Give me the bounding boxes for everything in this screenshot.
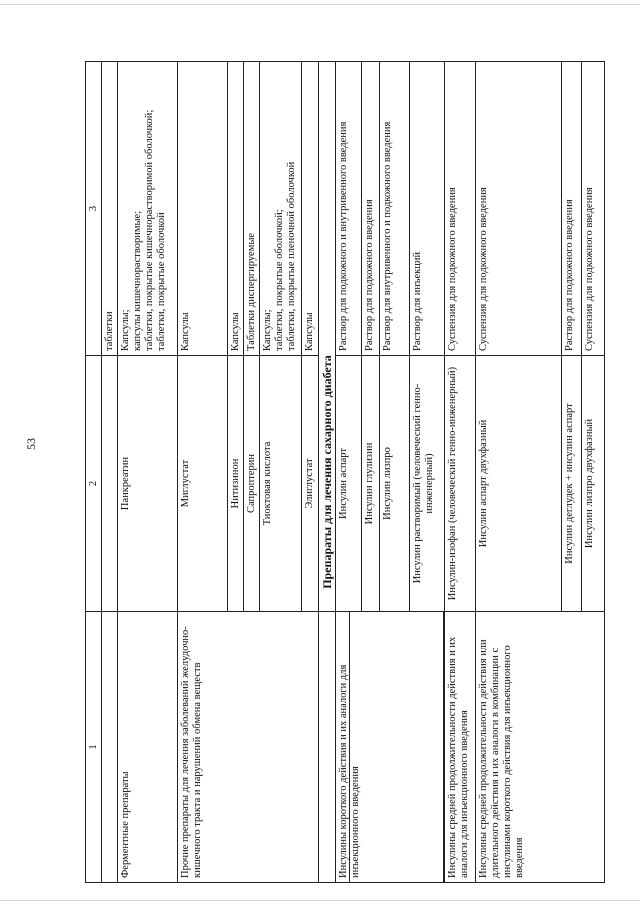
cell-drug: Инсулин лизпро двухфазный: [582, 355, 604, 611]
cell-group: Ферментные препараты: [118, 611, 177, 882]
cell-form: таблетки: [104, 311, 115, 351]
header-col-2: 2: [86, 355, 101, 611]
table-row: [118, 62, 178, 882]
cell-drug: Инсулин лизпро: [380, 355, 410, 611]
cell-form: Раствор для внутривенного и подкожного введения: [380, 62, 410, 355]
cell-group: Инсулины короткого действия и их аналоги для инъекционного введения: [336, 611, 444, 882]
scan-edge-top: [0, 4, 640, 5]
cell-form: Раствор для инъекций: [412, 251, 423, 351]
table-row: [444, 62, 476, 882]
cell-drug: Инсулин-изофан (человеческий генно-инженерный): [445, 355, 475, 611]
table-header-row: [86, 62, 102, 882]
cell-drug: Тиоктовая кислота: [260, 355, 302, 611]
cell-form: Раствор для подкожного введения: [362, 62, 380, 355]
cell-drug: Нитизинон: [228, 355, 244, 611]
cell-form: Суспензия для подкожного введения: [584, 187, 595, 351]
cell-group: Инсулины средней продолжительности действия и их аналоги для инъекционного введения: [445, 611, 475, 882]
cell-form: Раствор для подкожного введения: [562, 62, 582, 355]
cell-drug: Сапроптерин: [244, 355, 260, 611]
header-col-3: 3: [88, 205, 99, 212]
cell-form: Капсулы: [228, 62, 244, 355]
cell-drug: Инсулин глулизин: [362, 355, 380, 611]
cell-drug: Инсулин деглудек + инсулин аспарт: [562, 355, 582, 611]
cell-drug: Миглустат: [178, 355, 228, 611]
cell-form: Суспензия для подкожного введения: [476, 62, 562, 355]
cell-form: Капсулы: [178, 62, 228, 355]
page-number: 53: [24, 438, 38, 450]
cell-form: Суспензия для подкожного введения: [447, 187, 458, 351]
cell-form: Капсулы; таблетки, покрытые оболочкой; таблетки, покрытые пленочной оболочкой: [260, 62, 302, 355]
cell-drug: Элиглустат: [302, 355, 318, 611]
cell-form: Капсулы: [304, 312, 315, 351]
table-row: [102, 62, 118, 882]
cell-group: Инсулины средней продолжительности действия или длительного действия и их аналоги в комбинации с инсулинами короткого действия для инъекционного введения: [476, 611, 604, 882]
cell-drug: [102, 355, 117, 611]
table-row-group: [476, 62, 604, 882]
table-row-group: [336, 62, 444, 882]
cell-group: Прочие препараты для лечения заболеваний желудочно-кишечного тракта и нарушений обмена веществ: [178, 611, 350, 882]
cell-drug: Панкреатин: [118, 355, 177, 611]
cell-drug: Инсулин аспарт: [336, 355, 362, 611]
drug-table: [85, 61, 605, 883]
cell-form: Капсулы; капсулы кишечнорастворимые; таблетки, покрытые кишечнорастворимой оболочкой; таблетки, покрытые оболочкой: [120, 109, 167, 351]
cell-drug: Инсулин растворимый (человеческий генно-инженерный): [410, 355, 444, 611]
cell-form: Раствор для подкожного и внутривенного введения: [336, 62, 362, 355]
cell-group: [102, 611, 117, 882]
cell-form: Таблетки диспергируемые: [244, 62, 260, 355]
cell-drug: Инсулин аспарт двухфазный: [476, 355, 562, 611]
header-col-1: 1: [86, 611, 101, 882]
scan-edge-bottom: [0, 900, 640, 901]
section-title: Препараты для лечения сахарного диабета: [318, 62, 336, 882]
